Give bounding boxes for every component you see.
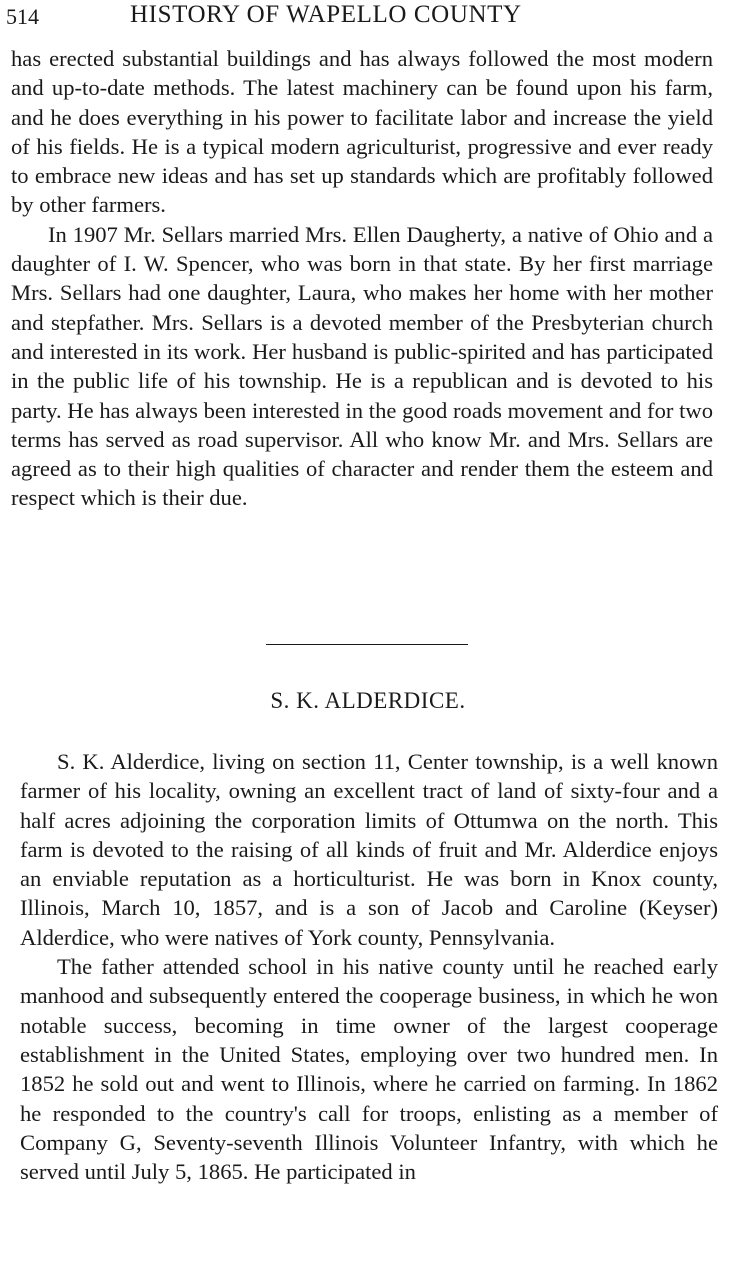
running-title: HISTORY OF WAPELLO COUNTY	[130, 1, 522, 28]
paragraph: The father attended school in his native county until he reached early manhood and subsequently entered the cooperage business, in which he won notable success, becoming in time owner of the largest cooperage establishment in the United States, employing over two hundred men. In 1852 he sold out and went to Illinois, where he carried on farming. In 1862 he responded to the country's call for troops, enlisting as a member of Company G, Seventy-seventh Illinois Volunteer Infantry, with which he served until July 5, 1865. He participated in	[20, 954, 718, 1185]
paragraph: S. K. Alderdice, living on section 11, Center township, is a well known farmer of his locality, owning an excellent tract of land of sixty-four and a half acres adjoining the corporation limits of Ottumwa on the north. This farm is devoted to the raising of all kinds of fruit and Mr. Alderdice enjoys an enviable reputation as a horticulturist. He was born in Knox county, Illinois, March 10, 1857, and is a son of Jacob and Caroline (Keyser) Alderdice, who were natives of York county, Pennsylvania.	[20, 749, 718, 950]
page-number: 514	[6, 4, 39, 29]
section-heading-text: S. K. ALDERDICE.	[270, 688, 466, 713]
section-divider-rule	[266, 644, 468, 645]
sellars-biography-continuation	[11, 44, 713, 513]
paragraph: In 1907 Mr. Sellars married Mrs. Ellen Daugherty, a native of Ohio and a daughter of I. W. Spencer, who was born in that state. By her first marriage Mrs. Sellars had one daughter, Laura, who makes her home with her mother and stepfather. Mrs. Sellars is a devoted member of the Presbyterian church and interested in its work. Her husband is public-spirited and has participated in the public life of his township. He is a republican and is devoted to his party. He has always been interested in the good roads movement and for two terms has served as road supervisor. All who know Mr. and Mrs. Sellars are agreed as to their high qualities of character and render them the esteem and respect which is their due.	[11, 221, 713, 511]
section-heading	[0, 688, 736, 714]
paragraph: has erected substantial buildings and has always followed the most modern and up-to-date methods. The latest machinery can be found upon his farm, and he does everything in his power to facilitate labor and increase the yield of his fields. He is a typical modern agriculturist, progressive and ever ready to embrace new ideas and has set up standards which are profitably followed by other farmers.	[11, 46, 713, 218]
alderdice-biography	[20, 747, 718, 1186]
running-header	[6, 2, 606, 32]
